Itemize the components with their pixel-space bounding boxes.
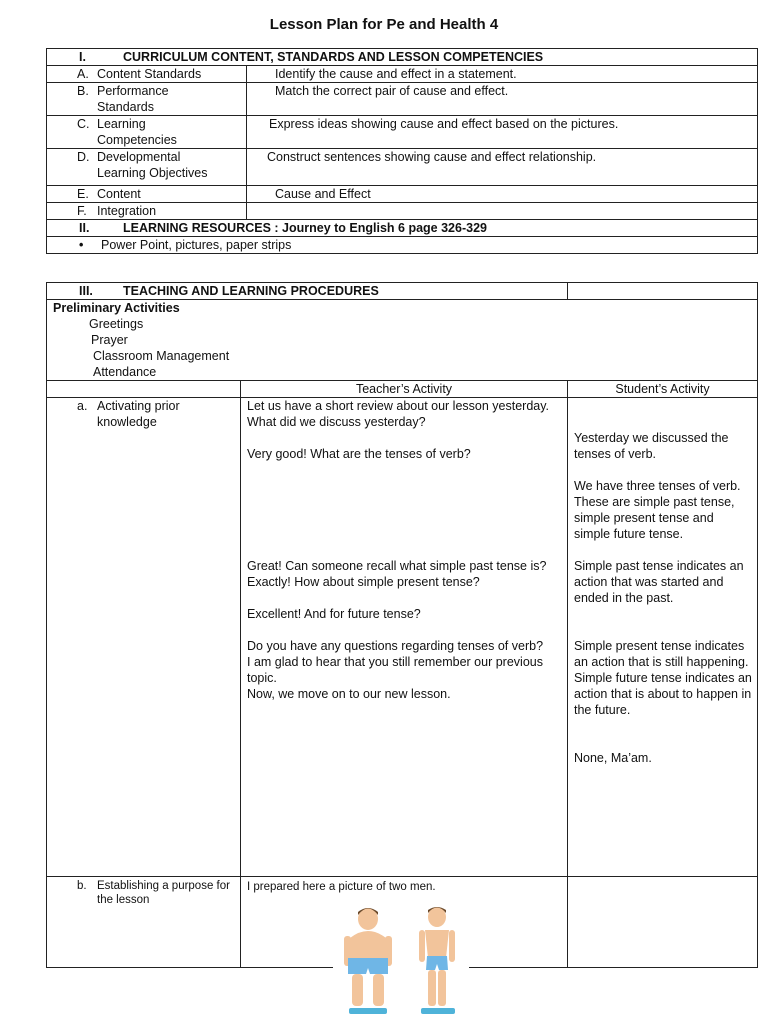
step-label: Establishing a purpose for the lesson	[97, 880, 230, 906]
row-value: Express ideas showing cause and effect based on the pictures.	[247, 116, 758, 149]
curriculum-table	[46, 48, 758, 254]
section1-number: I.	[79, 50, 86, 64]
section3-header-row	[47, 283, 758, 300]
row-content	[47, 186, 758, 203]
teacher-activity-text: Let us have a short review about our lesson yesterday. What did we discuss yesterday? Very good! What are the tenses of verb? Great! Can someone recall what simple past tense is? Exactly! How about simple present tense? Excellent! And for future tense? Do you have any questions regarding tenses of verb? I am glad to hear that you still remember our previous topic. Now, we move on to our new lesson.	[241, 398, 568, 877]
preliminary-item: Attendance	[93, 365, 157, 379]
section2-resource-row	[47, 237, 758, 254]
row-letter: C.	[77, 117, 90, 131]
row-developmental-objectives	[47, 149, 758, 186]
teacher-activity-header: Teacher’s Activity	[241, 381, 568, 398]
section3-number: III.	[79, 284, 93, 298]
row-learning-competencies	[47, 116, 758, 149]
row-value	[247, 203, 758, 220]
row-label: Content Standards	[97, 67, 202, 81]
row-letter: A.	[77, 67, 89, 81]
step-letter: a.	[77, 399, 88, 413]
row-letter: D.	[77, 150, 90, 164]
section1-header-row	[47, 49, 758, 66]
row-value: Identify the cause and effect in a statement.	[247, 66, 758, 83]
row-integration	[47, 203, 758, 220]
row-label: Content	[97, 187, 141, 201]
preliminary-title: Preliminary Activities	[53, 301, 180, 315]
section2-number: II.	[79, 221, 90, 235]
row-letter: E.	[77, 187, 89, 201]
step-label: Activating prior knowledge	[97, 399, 180, 429]
bullet-icon: •	[79, 238, 84, 252]
row-label: Learning Competencies	[97, 117, 177, 147]
two-men-picture	[333, 900, 469, 1024]
row-value: Construct sentences showing cause and effect relationship.	[247, 149, 758, 186]
preliminary-item: Classroom Management	[93, 349, 230, 363]
row-label: Performance Standards	[97, 84, 169, 114]
section2-heading: LEARNING RESOURCES : Journey to English 6 page 326-329	[123, 221, 487, 235]
preliminary-item: Greetings	[89, 317, 144, 331]
teacher-activity-text: I prepared here a picture of two men.	[241, 877, 568, 968]
section1-heading: CURRICULUM CONTENT, STANDARDS AND LESSON COMPETENCIES	[123, 50, 544, 64]
student-activity-text: Yesterday we discussed the tenses of verb. We have three tenses of verb. These are simple past tense, simple present tense and simple future tense. Simple past tense indicates an action that was started and ended in the past. Simple present tense indicates an action that is still happening. Simple future tense indicates an action that is about to happen in the future. None, Ma’am.	[568, 398, 758, 877]
preliminary-item: Prayer	[91, 333, 128, 347]
section2-header-row	[47, 220, 758, 237]
row-letter: B.	[77, 84, 89, 98]
slim-man-figure	[419, 907, 455, 1014]
row-letter: F.	[77, 204, 87, 218]
page-title: Lesson Plan for Pe and Health 4	[269, 16, 499, 33]
row-label: Integration	[97, 204, 157, 218]
student-activity-header: Student’s Activity	[568, 381, 758, 398]
row-value: Match the correct pair of cause and effect.	[247, 83, 758, 116]
row-performance-standards	[47, 83, 758, 116]
two-men-illustration	[333, 900, 469, 1024]
step-row-activating	[47, 398, 758, 877]
preliminary-row	[47, 300, 758, 381]
heavy-man-figure	[344, 908, 392, 1014]
section3-heading: TEACHING AND LEARNING PROCEDURES	[123, 284, 379, 298]
student-activity-text	[568, 877, 758, 968]
column-header-row	[47, 381, 758, 398]
row-label: Developmental Learning Objectives	[97, 150, 208, 180]
step-letter: b.	[77, 880, 87, 892]
resource-item: Power Point, pictures, paper strips	[101, 238, 292, 252]
procedures-table	[46, 282, 758, 968]
row-content-standards	[47, 66, 758, 83]
row-value: Cause and Effect	[247, 186, 758, 203]
